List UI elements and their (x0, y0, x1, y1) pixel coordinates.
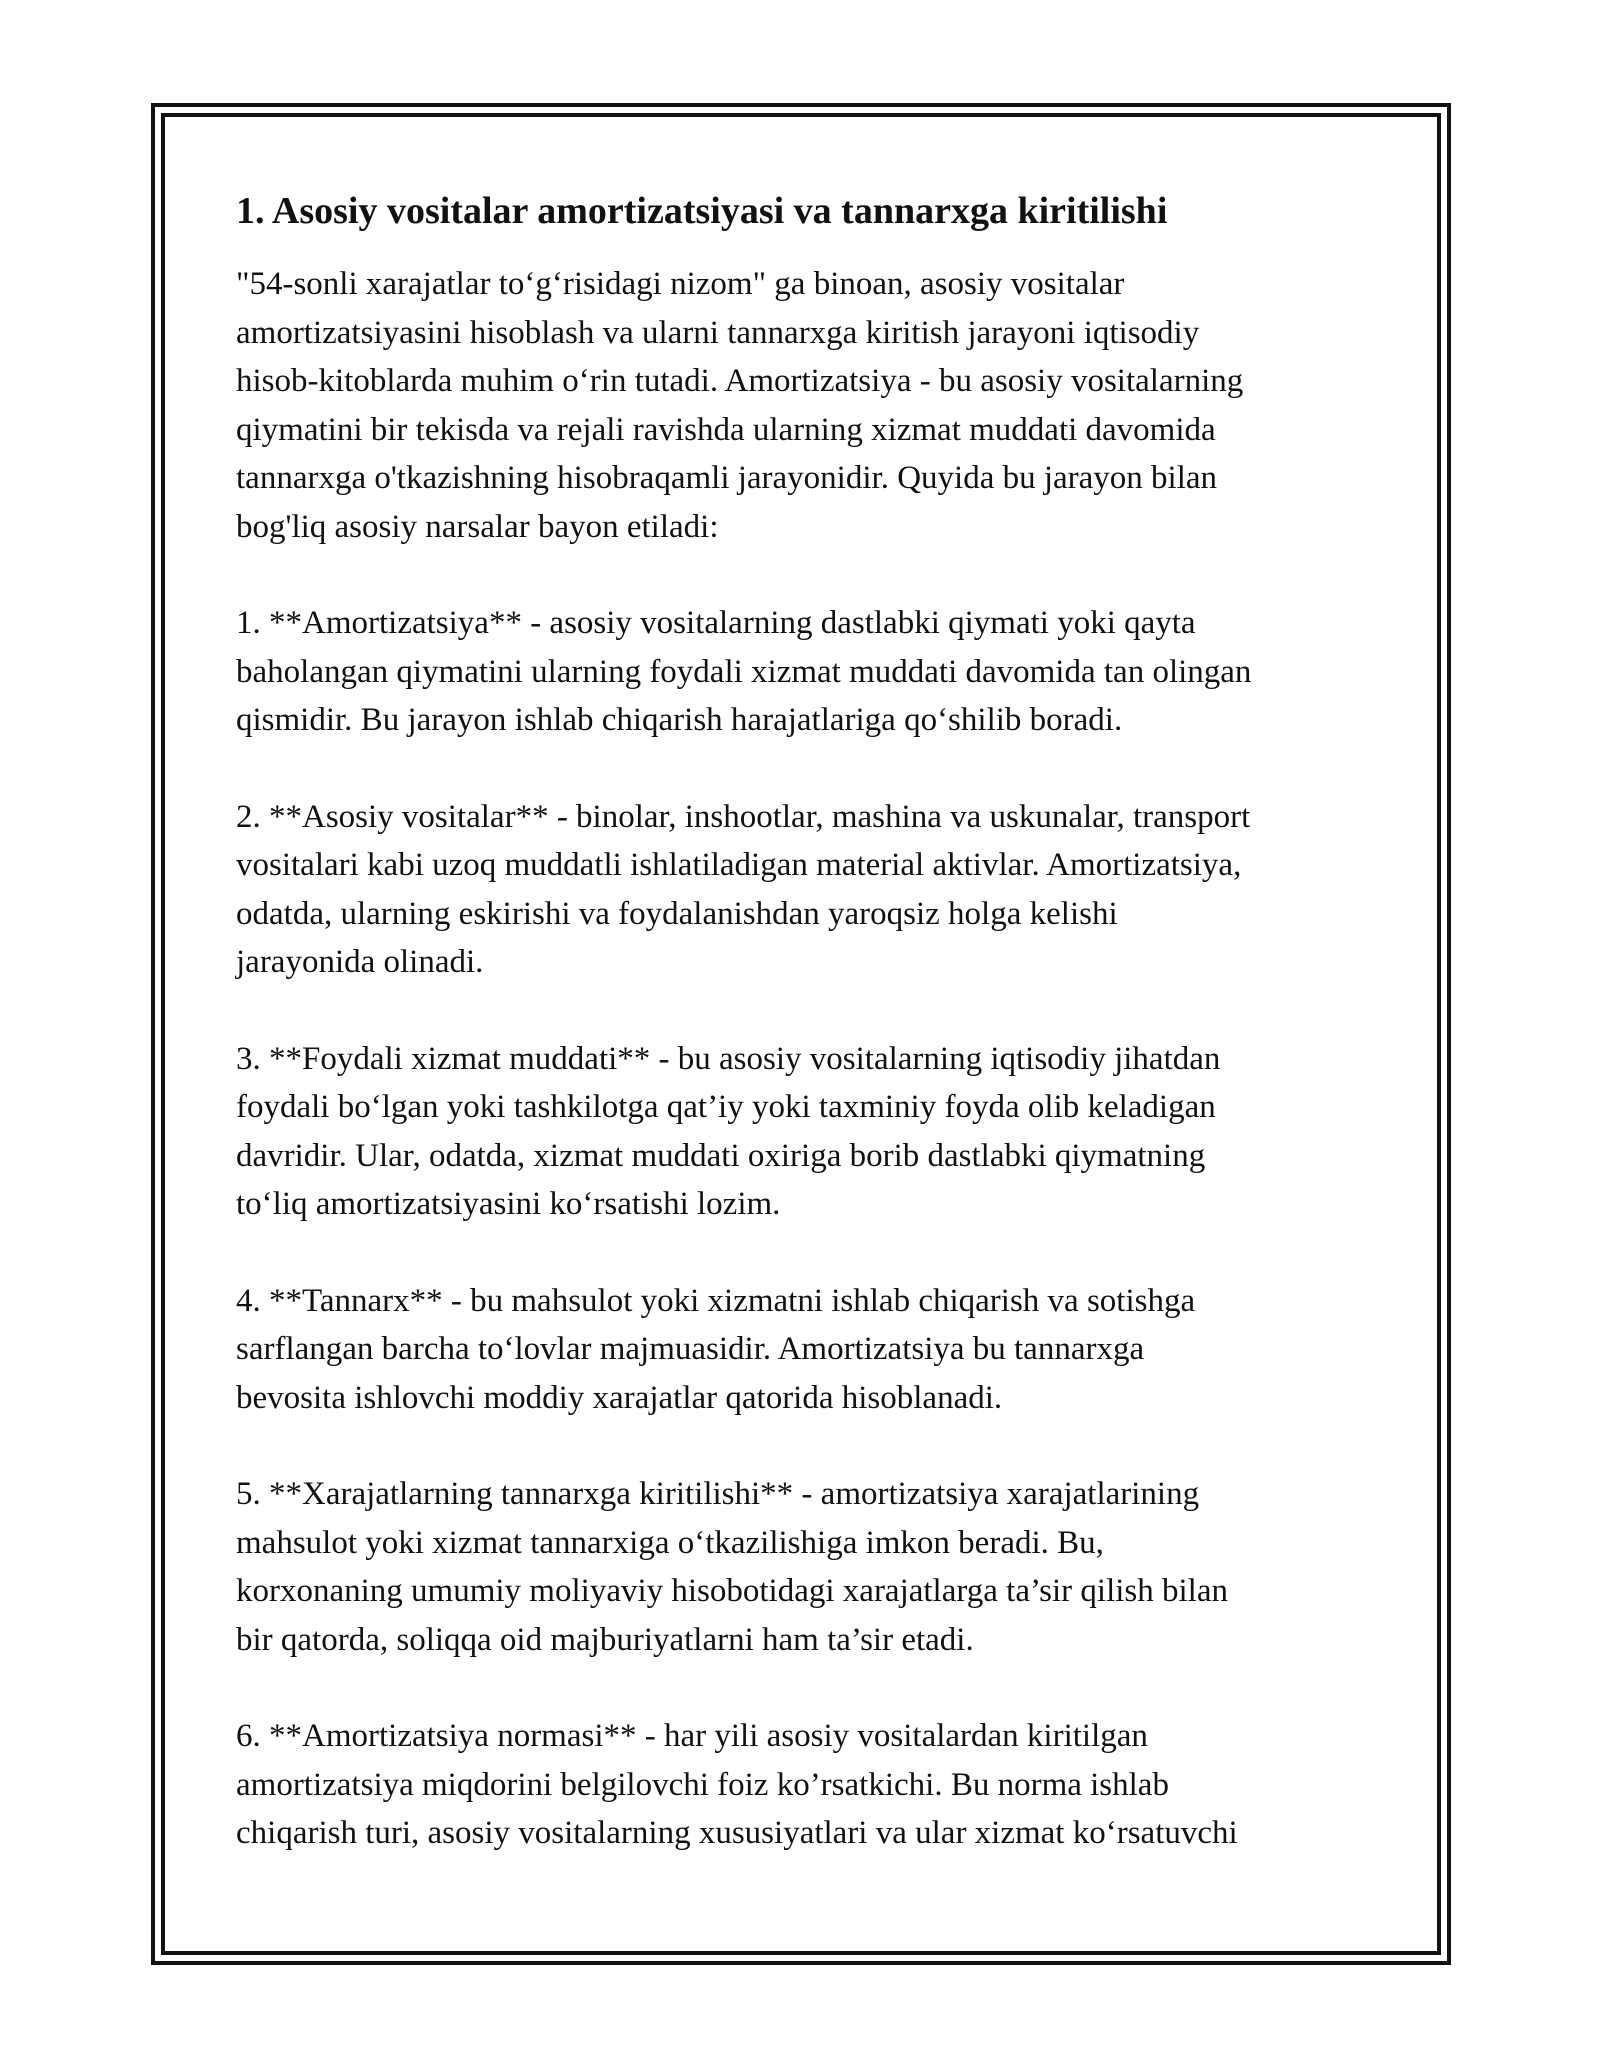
list-item-tannarx (236, 1277, 1376, 1423)
text-line: 1. **Amortizatsiya** - asosiy vositalarning dastlabki qiymati yoki qayta (236, 605, 1196, 641)
text-line: amortizatsiyasini hisoblash va ularni tannarxga kiritish jarayoni iqtisodiy (236, 314, 1200, 351)
list-item-amortizatsiya-normasi (236, 1712, 1376, 1858)
text-line: tannarxga o'tkazishning hisobraqamli jarayonidir. Quyida bu jarayon bilan (236, 460, 1218, 496)
list-item-foydali-xizmat-muddati (236, 1035, 1376, 1229)
list-item-asosiy-vositalar (236, 793, 1376, 987)
text-line: foydali bo‘lgan yoki tashkilotga qat’iy yoki taxminiy foyda olib keladigan (236, 1089, 1216, 1125)
text-line: 5. **Xarajatlarning tannarxga kiritilishi** - amortizatsiya xarajatlarining (236, 1476, 1200, 1512)
list-item-xarajatlar-kiritilishi (236, 1470, 1376, 1664)
text-line: sarflangan barcha to‘lovlar majmuasidir. Amortizatsiya bu tannarxga (236, 1331, 1145, 1367)
text-line: 2. **Asosiy vositalar** - binolar, inshootlar, mashina va uskunalar, transport (236, 798, 1251, 835)
text-line: qiymatini bir tekisda va rejali ravishda ularning xizmat muddati davomida (236, 411, 1216, 448)
text-line: 4. **Tannarx** - bu mahsulot yoki xizmatni ishlab chiqarish va sotishga (236, 1282, 1196, 1319)
text-line: qismidir. Bu jarayon ishlab chiqarish harajatlariga qo‘shilib boradi. (236, 702, 1123, 738)
intro-paragraph (236, 260, 1376, 551)
text-line: 6. **Amortizatsiya normasi** - har yili asosiy vositalardan kiritilgan (236, 1718, 1148, 1754)
text-line: baholangan qiymatini ularning foydali xizmat muddati davomida tan olingan (236, 653, 1252, 690)
text-line: vositalari kabi uzoq muddatli ishlatiladigan material aktivlar. Amortizatsiya, (236, 847, 1242, 883)
text-line: korxonaning umumiy moliyaviy hisobotidagi xarajatlarga ta’sir qilish bilan (236, 1573, 1228, 1609)
text-line: chiqarish turi, asosiy vositalarning xususiyatlari va ular xizmat ko‘rsatuvchi (236, 1815, 1238, 1851)
text-line: bir qatorda, soliqqa oid majburiyatlarni ham ta’sir etadi. (236, 1621, 974, 1658)
text-line: amortizatsiya miqdorini belgilovchi foiz ko’rsatkichi. Bu norma ishlab (236, 1766, 1169, 1803)
text-line: bog'liq asosiy narsalar bayon etiladi: (236, 508, 719, 545)
text-line: odatda, ularning eskirishi va foydalanishdan yaroqsiz holga kelishi (236, 895, 1118, 932)
list-item-amortizatsiya (236, 599, 1376, 745)
section-title: 1. Asosiy vositalar amortizatsiyasi va tannarxga kiritilishi (236, 190, 1168, 232)
text-line: bevosita ishlovchi moddiy xarajatlar qatorida hisoblanadi. (236, 1379, 1003, 1416)
text-line: to‘liq amortizatsiyasini ko‘rsatishi lozim. (236, 1186, 781, 1222)
text-line: jarayonida olinadi. (236, 944, 484, 980)
document-content (236, 185, 1376, 1858)
text-line: hisob-kitoblarda muhim o‘rin tutadi. Amortizatsiya - bu asosiy vositalarning (236, 363, 1244, 399)
text-line: 3. **Foydali xizmat muddati** - bu asosiy vositalarning iqtisodiy jihatdan (236, 1040, 1221, 1077)
text-line: mahsulot yoki xizmat tannarxiga o‘tkazilishiga imkon beradi. Bu, (236, 1524, 1104, 1561)
text-line: "54-sonli xarajatlar to‘g‘risidagi nizom" ga binoan, asosiy vositalar (236, 266, 1125, 302)
text-line: davridir. Ular, odatda, xizmat muddati oxiriga borib dastlabki qiymatning (236, 1137, 1206, 1174)
